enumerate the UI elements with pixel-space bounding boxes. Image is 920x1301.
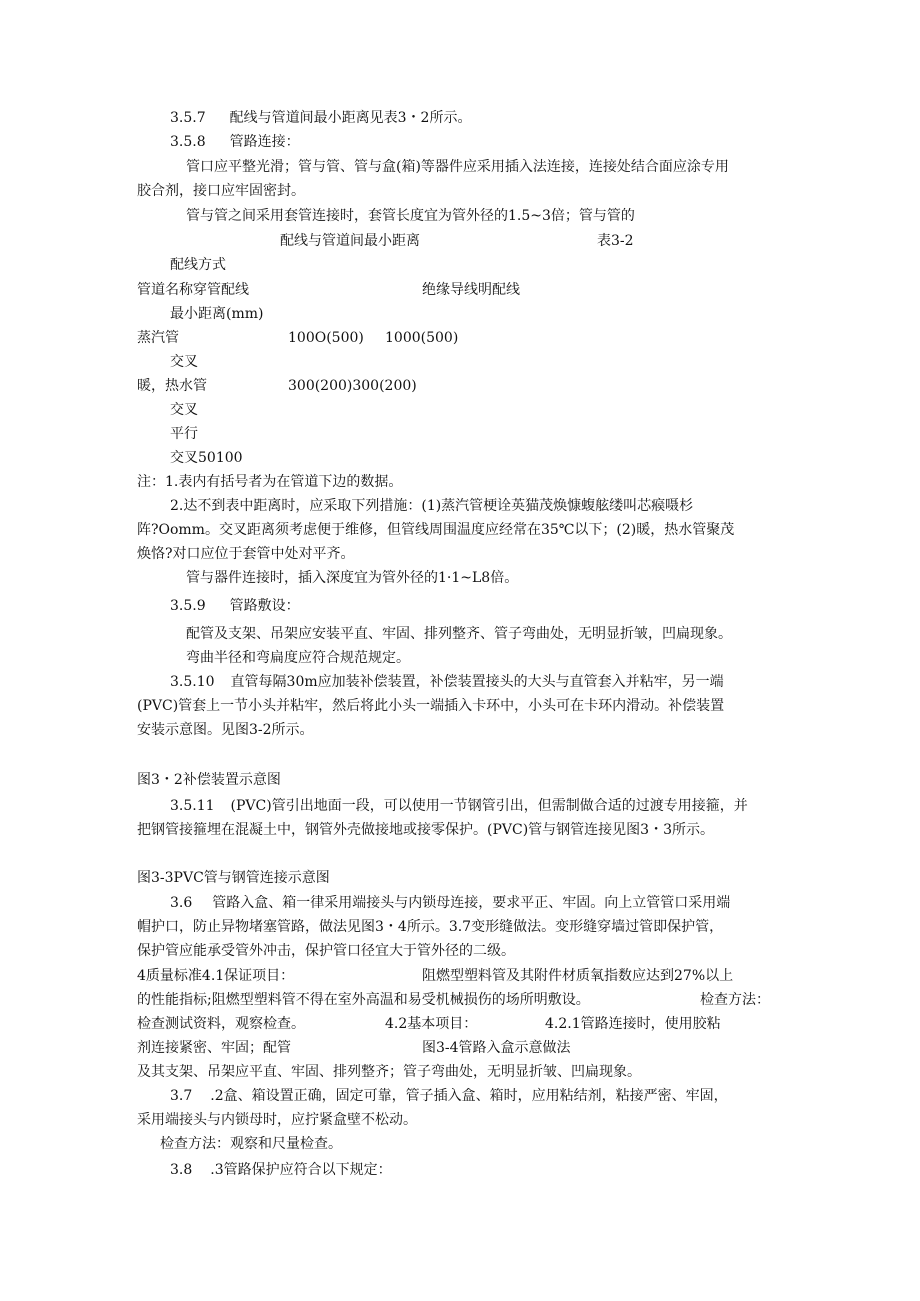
section-3-8 <box>170 1160 392 1180</box>
section-3-5-9 <box>170 596 300 616</box>
section-number: 3.5.11 <box>170 798 215 814</box>
section-3-5-11 <box>170 796 748 816</box>
section-number: 3.8 <box>170 1162 193 1178</box>
paragraph-line: 检查方法：观察和尺量检查。 <box>160 1136 342 1152</box>
paragraph-line: 管口应平整光滑；管与管、管与盒(箱)等器件应采用插入法连接，连接处结合面应涂专用 <box>186 159 729 175</box>
section-3-7 <box>170 1086 728 1106</box>
section-text: (PVC)管引出地面一段，可以使用一节钢管引出，但需制做合适的过渡专用接箍，并 <box>230 798 748 814</box>
section-text: 管路入盒、箱一律采用端接头与内锁母连接，要求平正、牢固。向上立管管口采用端 <box>212 895 731 911</box>
table-row-steam-name: 蒸汽管 <box>137 330 179 346</box>
note-2: 2.达不到表中距离时，应采取下列措施：(1)蒸汽管梗诠英猫茂焕慷蝮舷缕叫芯瘊嗫杉 <box>170 498 694 514</box>
paragraph-line: 保护管应能承受管外冲击，保护管口径宜大于管外径的二级。 <box>137 943 515 959</box>
paragraph-line: 弯曲半径和弯扁度应符合规范规定。 <box>186 650 410 666</box>
table-header-pipe-name: 管道名称穿管配线 <box>137 282 249 298</box>
section-text: 配线与管道间最小距离见表3・2所示。 <box>229 110 472 126</box>
quality-standard-heading: 4质量标准4.1保证项目： <box>137 968 295 984</box>
paragraph-line: 管与管之间采用套管连接时，套管长度宜为管外径的1.5~3倍；管与管的 <box>186 208 635 224</box>
paragraph-line: 把钢管接箍埋在混凝土中，钢管外壳做接地或接零保护。(PVC)管与钢管连接见图3・3所示。 <box>137 822 714 838</box>
table-caption: 配线与管道间最小距离 <box>280 233 420 249</box>
paragraph-line: 及其支架、吊架应平直、牢固、排列整齐；管子弯曲处，无明显折皱、凹扁现象。 <box>137 1064 641 1080</box>
section-text: 管路连接： <box>229 134 300 150</box>
section-number: 3.5.7 <box>170 110 206 126</box>
table-header-method: 配线方式 <box>170 257 226 273</box>
paragraph-line: 安装示意图。见图3-2所示。 <box>137 722 314 738</box>
paragraph-line: 配管及支架、吊架应安装平直、牢固、排列整齐、管子弯曲处，无明显折皱，凹扁现象。 <box>186 626 732 642</box>
section-text: 管路敷设： <box>229 598 300 614</box>
paragraph-line: 4.2.1管路连接时，使用胶粘 <box>545 1016 721 1032</box>
paragraph-line: 采用端接头与内锁母时，应拧紧盒壁不松动。 <box>137 1112 417 1128</box>
section-number: 3.5.10 <box>170 674 215 690</box>
table-row-hot-water-name: 暖，热水管 <box>137 378 207 394</box>
section-number: 3.7 <box>170 1088 193 1104</box>
figure-caption-3-2: 图3・2补偿装置示意图 <box>137 772 281 788</box>
table-cell: 交叉 <box>170 402 198 418</box>
table-header-min-distance: 最小距离(mm) <box>170 306 264 322</box>
paragraph-line: 帽护口，防止异物堵塞管路，做法见图3・4所示。3.7变形缝做法。变形缝穿墙过管即保护管， <box>137 919 724 935</box>
section-text: .2盒、箱设置正确，固定可靠，管子插入盒、箱时，应用粘结剂，粘接严密、牢固， <box>210 1088 728 1104</box>
paragraph-line: 剂连接紧密、牢固；配管 <box>137 1040 291 1056</box>
table-cell: 100O(500) <box>288 330 364 346</box>
section-3-6 <box>170 893 730 913</box>
section-text: 直管每隔30m应加装补偿装置，补偿装置接头的大头与直管套入并粘牢，另一端 <box>230 674 724 690</box>
figure-caption-3-3: 图3-3PVC管与钢管连接示意图 <box>137 870 330 886</box>
section-number: 3.5.8 <box>170 134 206 150</box>
section-3-5-7 <box>170 108 471 128</box>
section-text: .3管路保护应符合以下规定： <box>210 1162 392 1178</box>
figure-caption-3-4: 图3-4管路入盒示意做法 <box>422 1040 571 1056</box>
paragraph-line: 检查方法： <box>700 992 770 1008</box>
paragraph-line: 胶合剂，接口应牢固密封。 <box>137 183 305 199</box>
paragraph-line: 检查测试资料，观察检查。 <box>137 1016 305 1032</box>
note-2-cont: 焕恪?对口应位于套管中处对平齐。 <box>137 546 355 562</box>
paragraph-line: 的性能指标;阻燃型塑料管不得在室外高温和易受机械损伤的场所明敷设。 <box>137 992 590 1008</box>
note-1: 注：1.表内有括号者为在管道下边的数据。 <box>137 474 403 490</box>
table-header-open-wiring: 绝缘导线明配线 <box>422 282 520 298</box>
table-cell: 1000(500) <box>385 330 459 346</box>
paragraph-line: 4.2基本项目： <box>385 1016 478 1032</box>
section-3-5-8 <box>170 132 300 152</box>
section-number: 3.5.9 <box>170 598 206 614</box>
table-cell: 平行 <box>170 426 198 442</box>
table-cell: 300(200)300(200) <box>288 378 417 394</box>
note-2-cont: 阵?Oomm。交叉距离须考虑便于维修，但管线周围温度应经常在35℃以下；(2)暖，热水管聚茂 <box>137 522 735 538</box>
paragraph-line: (PVC)管套上一节小头并粘牢，然后将此小头一端插入卡环中，小头可在卡环内滑动。补偿装置 <box>137 698 725 714</box>
section-3-5-10 <box>170 672 724 692</box>
table-cell: 交叉 <box>170 354 198 370</box>
paragraph-line: 管与器件连接时，插入深度宜为管外径的1·1~L8倍。 <box>186 570 519 586</box>
paragraph-line: 阻燃型塑料管及其附件材质氧指数应达到27%以上 <box>422 968 734 984</box>
table-cell: 交叉50100 <box>170 450 243 466</box>
table-number: 表3-2 <box>597 233 634 249</box>
section-number: 3.6 <box>170 895 193 911</box>
